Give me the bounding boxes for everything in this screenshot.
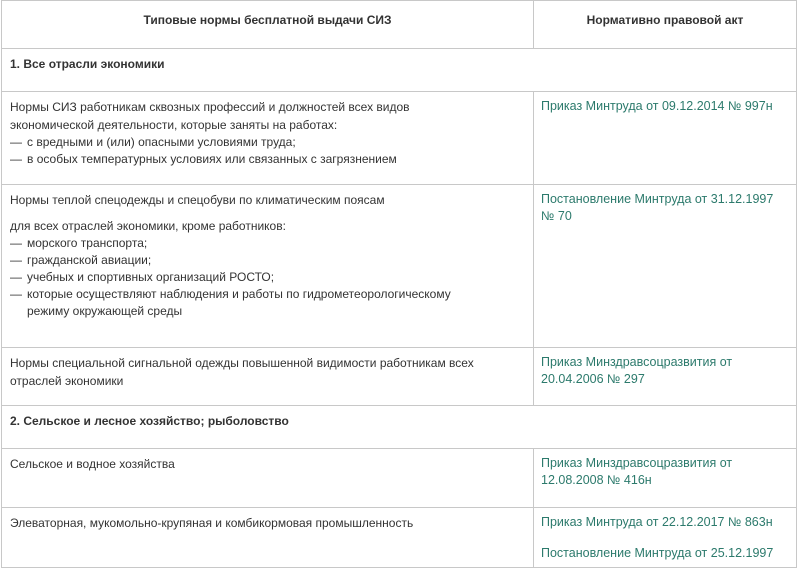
section-row (2, 49, 797, 92)
list-item: — гражданской авиации; (10, 253, 152, 267)
norm-cell: Нормы теплой спецодежды и спецобуви по климатическим поясам для всех отраслей экономики, кроме работников: — морского транспорта; — гражданской авиации; — учебных и спортивных организаций РОСТО; — которые осуществляют наблюдения и работы по гидрометеорологическому режиму окружающей среды (2, 185, 534, 348)
table-row (2, 348, 797, 406)
list-item: — учебных и спортивных организаций РОСТО; (10, 270, 275, 284)
section-row (2, 406, 797, 449)
header-norms: Типовые нормы бесплатной выдачи СИЗ (2, 1, 534, 49)
norm-cell: Элеваторная, мукомольно-крупяная и комбикормовая промышленность (2, 508, 534, 568)
act-cell (534, 185, 797, 348)
act-link[interactable]: Приказ Минздравсоцразвития от 12.08.2008 № 416н (541, 456, 733, 487)
list-item: — морского транспорта; (10, 236, 148, 250)
table-row (2, 508, 797, 568)
act-link[interactable]: Постановление Минтруда от 31.12.1997 № 70 (541, 192, 774, 223)
list-item: — в особых температурных условиях или связанных с загрязнением (10, 152, 397, 166)
siz-norms-table (1, 0, 797, 568)
norm-cell: Сельское и водное хозяйства (2, 449, 534, 508)
norm-cell: Нормы специальной сигнальной одежды повышенной видимости работникам всех отраслей экономики (2, 348, 534, 406)
section-title: 2. Сельское и лесное хозяйство; рыболовство (2, 406, 797, 449)
header-legal-act: Нормативно правовой акт (534, 1, 797, 49)
act-cell (534, 449, 797, 508)
table-row (2, 92, 797, 185)
act-link[interactable]: Приказ Минтруда от 09.12.2014 № 997н (541, 99, 773, 113)
act-link[interactable]: Постановление Минтруда от 25.12.1997 (541, 546, 774, 560)
table-row (2, 185, 797, 348)
table-header-row (2, 1, 797, 49)
list-item: — которые осуществляют наблюдения и работы по гидрометеорологическому режиму окружающей среды (10, 287, 451, 318)
table-row (2, 449, 797, 508)
act-cell (534, 348, 797, 406)
norm-cell: Нормы СИЗ работникам сквозных профессий и должностей всех видов экономической деятельности, которые заняты на работах: — с вредными и (или) опасными условиями труда; — в особых температурных условиях или связанных с загрязнением (2, 92, 534, 185)
section-title: 1. Все отрасли экономики (2, 49, 797, 92)
act-link[interactable]: Приказ Минтруда от 22.12.2017 № 863н (541, 515, 773, 529)
dash-list (10, 235, 525, 320)
dash-list (10, 134, 525, 168)
list-item: — с вредными и (или) опасными условиями труда; (10, 135, 296, 149)
act-link[interactable]: Приказ Минздравсоцразвития от 20.04.2006 № 297 (541, 355, 733, 386)
act-cell (534, 92, 797, 185)
act-cell (534, 508, 797, 568)
